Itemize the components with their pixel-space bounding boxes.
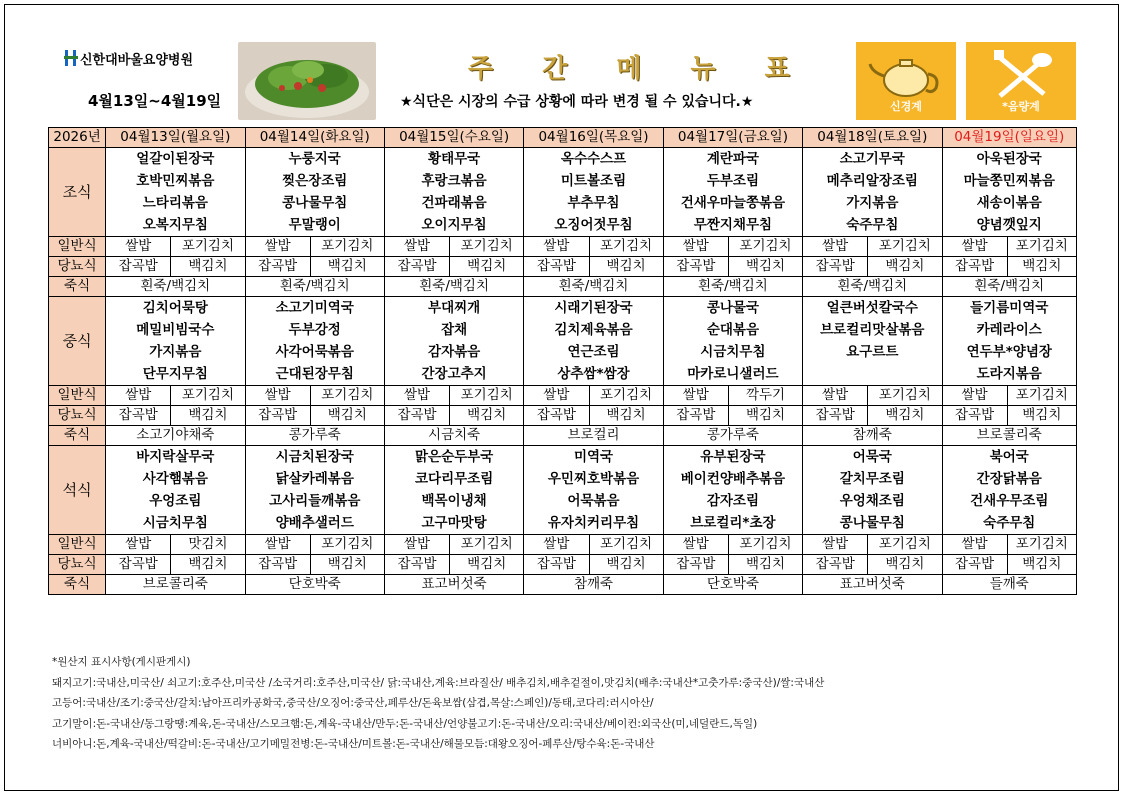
menu-item: 요구르트 — [803, 341, 942, 363]
menu-item: 우엉채조림 — [803, 490, 942, 512]
menu-item: 소고기무국 — [803, 148, 942, 171]
general-diet-cell: 쌀밥 — [524, 386, 589, 406]
day-header: 04월14일(화요일) — [245, 128, 384, 148]
menu-item: 건새우무조림 — [942, 490, 1077, 512]
menu-item: 시금치무침 — [106, 512, 245, 535]
general-diet-cell: 쌀밥 — [245, 386, 310, 406]
menu-item: 들기름미역국 — [942, 297, 1077, 320]
porridge-cell: 단호박죽 — [663, 575, 802, 595]
menu-item: 양념깻잎지 — [942, 214, 1077, 237]
menu-item: 시금치된장국 — [245, 446, 384, 469]
diabetic-diet-cell: 잡곡밥 — [245, 257, 310, 277]
menu-item: 부추무침 — [524, 192, 663, 214]
general-diet-cell: 쌀밥 — [803, 386, 868, 406]
menu-item-row — [49, 297, 1077, 320]
menu-item — [803, 363, 942, 386]
menu-item: 건새우마늘쫑볶음 — [663, 192, 802, 214]
teapot-tile — [856, 42, 956, 120]
porridge-cell: 표고버섯죽 — [803, 575, 942, 595]
menu-item: 카레라이스 — [942, 319, 1077, 341]
general-diet-cell: 쌀밥 — [384, 386, 449, 406]
weekly-menu-table — [48, 127, 1077, 595]
note-line: 너비아니:돈,계육-국내산/떡갈비:돈-국내산/고기메밀전병:돈-국내산/미트볼:돈-국내산/해물모듬:대왕오징어-페루산/탕수육:돈-국내산 — [52, 738, 655, 750]
general-diet-cell: 쌀밥 — [663, 237, 728, 257]
menu-item: 브로컬리맛살볶음 — [803, 319, 942, 341]
general-diet-cell: 포기김치 — [868, 237, 942, 257]
porridge-cell: 흰죽/백김치 — [803, 277, 942, 297]
general-diet-cell: 깍두기 — [728, 386, 802, 406]
general-diet-cell: 포기김치 — [171, 237, 245, 257]
diabetic-diet-cell: 백김치 — [450, 555, 524, 575]
diabetic-diet-cell: 백김치 — [171, 555, 245, 575]
general-diet-cell: 쌀밥 — [942, 535, 1007, 555]
diabetic-diet-cell: 백김치 — [868, 257, 942, 277]
porridge-label: 죽식 — [49, 426, 106, 446]
diabetic-diet-row — [49, 555, 1077, 575]
menu-item: 미트볼조림 — [524, 170, 663, 192]
general-diet-cell: 포기김치 — [1007, 386, 1076, 406]
menu-item: 숙주무침 — [803, 214, 942, 237]
general-diet-label: 일반식 — [49, 237, 106, 257]
diabetic-diet-cell: 잡곡밥 — [942, 406, 1007, 426]
menu-item: 무짠지채무침 — [663, 214, 802, 237]
menu-item: 우엉조림 — [106, 490, 245, 512]
menu-item-row — [49, 468, 1077, 490]
menu-item: 연두부*양념장 — [942, 341, 1077, 363]
menu-item: 어묵볶음 — [524, 490, 663, 512]
menu-item: 호박민찌볶음 — [106, 170, 245, 192]
general-diet-cell: 포기김치 — [171, 386, 245, 406]
hospital-logo-icon — [64, 48, 78, 68]
menu-item: 김치제육볶음 — [524, 319, 663, 341]
porridge-cell: 흰죽/백김치 — [524, 277, 663, 297]
diabetic-diet-cell: 백김치 — [1007, 257, 1076, 277]
menu-item: 콩나물국 — [663, 297, 802, 320]
menu-item: 두부강정 — [245, 319, 384, 341]
menu-item: 미역국 — [524, 446, 663, 469]
diabetic-diet-label: 당뇨식 — [49, 257, 106, 277]
diabetic-diet-cell: 잡곡밥 — [245, 555, 310, 575]
diabetic-diet-cell: 백김치 — [728, 555, 802, 575]
diabetic-diet-cell: 잡곡밥 — [384, 257, 449, 277]
menu-item-row — [49, 214, 1077, 237]
diabetic-diet-label: 당뇨식 — [49, 555, 106, 575]
general-diet-cell: 포기김치 — [310, 535, 384, 555]
diabetic-diet-cell: 잡곡밥 — [803, 257, 868, 277]
menu-item: 소고기미역국 — [245, 297, 384, 320]
note-line: 고등어:국내산/조기:중국산/갈치:남아프리카공화국,중국산/오징어:중국산,페루산/돈육보쌈(삼겹,목살:스페인)/동태,코다리:러시아산/ — [52, 697, 654, 709]
diabetic-diet-cell: 잡곡밥 — [106, 555, 171, 575]
menu-item: 마카로니샐러드 — [663, 363, 802, 386]
menu-item: 북어국 — [942, 446, 1077, 469]
menu-item-row — [49, 170, 1077, 192]
diabetic-diet-cell: 잡곡밥 — [106, 406, 171, 426]
general-diet-row — [49, 237, 1077, 257]
diabetic-diet-cell: 잡곡밥 — [663, 406, 728, 426]
meal-label: 중식 — [49, 297, 106, 386]
menu-item: 어묵국 — [803, 446, 942, 469]
diabetic-diet-cell: 잡곡밥 — [942, 257, 1007, 277]
general-diet-cell: 쌀밥 — [803, 237, 868, 257]
hospital-logo — [64, 48, 193, 68]
menu-item: 감자볶음 — [384, 341, 523, 363]
menu-item: 순대볶음 — [663, 319, 802, 341]
menu-item: 유부된장국 — [663, 446, 802, 469]
diabetic-diet-cell: 잡곡밥 — [245, 406, 310, 426]
menu-item: 얼큰버섯칼국수 — [803, 297, 942, 320]
general-diet-cell: 쌀밥 — [663, 535, 728, 555]
diabetic-diet-cell: 백김치 — [1007, 406, 1076, 426]
diabetic-diet-cell: 잡곡밥 — [106, 257, 171, 277]
diabetic-diet-cell: 잡곡밥 — [942, 555, 1007, 575]
menu-item: 가지볶음 — [803, 192, 942, 214]
porridge-cell: 시금치죽 — [384, 426, 523, 446]
porridge-cell: 흰죽/백김치 — [384, 277, 523, 297]
menu-item: 메밀비빔국수 — [106, 319, 245, 341]
general-diet-cell: 포기김치 — [868, 535, 942, 555]
tile-label-2: *음량계 — [1002, 100, 1040, 113]
diabetic-diet-row — [49, 257, 1077, 277]
menu-item: 마늘쫑민찌볶음 — [942, 170, 1077, 192]
day-header-row — [49, 128, 1077, 148]
diabetic-diet-cell: 백김치 — [450, 257, 524, 277]
menu-item-row — [49, 192, 1077, 214]
porridge-cell: 참깨죽 — [524, 575, 663, 595]
hospital-name: 신한대바울요양병원 — [80, 52, 194, 68]
porridge-cell: 콩가루죽 — [245, 426, 384, 446]
menu-item: 바지락살무국 — [106, 446, 245, 469]
general-diet-cell: 포기김치 — [450, 237, 524, 257]
diabetic-diet-cell: 백김치 — [589, 406, 663, 426]
general-diet-cell: 맛김치 — [171, 535, 245, 555]
diabetic-diet-cell: 백김치 — [728, 406, 802, 426]
day-header: 04월17일(금요일) — [663, 128, 802, 148]
menu-item: 부대찌개 — [384, 297, 523, 320]
porridge-row — [49, 277, 1077, 297]
general-diet-cell: 포기김치 — [589, 237, 663, 257]
menu-item-row — [49, 512, 1077, 535]
note-line: 고기말이:돈-국내산/동그랑땡:계육,돈-국내산/스모크햄:돈,계육-국내산/만두:돈-국내산/언양불고기:돈-국내산/오리:국내산/베이컨:외국산(미,네덜란드,독일) — [52, 717, 758, 730]
menu-item-row — [49, 490, 1077, 512]
general-diet-cell: 쌀밥 — [803, 535, 868, 555]
general-diet-cell: 쌀밥 — [942, 386, 1007, 406]
diabetic-diet-cell: 백김치 — [589, 257, 663, 277]
menu-item: 브로컬리*초장 — [663, 512, 802, 535]
menu-item-row — [49, 319, 1077, 341]
menu-item: 시금치무침 — [663, 341, 802, 363]
porridge-row — [49, 575, 1077, 595]
general-diet-label: 일반식 — [49, 386, 106, 406]
general-diet-cell: 쌀밥 — [106, 386, 171, 406]
diabetic-diet-cell: 잡곡밥 — [663, 257, 728, 277]
menu-item-row — [49, 148, 1077, 171]
porridge-cell: 흰죽/백김치 — [942, 277, 1077, 297]
menu-item: 후랑크볶음 — [384, 170, 523, 192]
menu-item: 백목이냉채 — [384, 490, 523, 512]
menu-item: 고구마맛탕 — [384, 512, 523, 535]
general-diet-cell: 포기김치 — [589, 535, 663, 555]
diabetic-diet-cell: 백김치 — [310, 555, 384, 575]
diabetic-diet-cell: 잡곡밥 — [803, 555, 868, 575]
note-line: 돼지고기:국내산,미국산/ 쇠고기:호주산,미국산 /소국거리:호주산,미국산/ 닭:국내산,계육:브라질산/ 배추김치,배추겉절이,맛김치(배추:국내산*고춧가루:중국산)/쌀:국내산 — [52, 676, 825, 689]
page-title: 주 간 메 뉴 표 — [468, 54, 810, 84]
note-line: *원산지 표시사항(게시판게시) — [52, 656, 191, 668]
menu-item: 황태무국 — [384, 148, 523, 171]
utensils-tile — [966, 42, 1076, 120]
menu-item: 계란파국 — [663, 148, 802, 171]
header — [48, 40, 1078, 126]
porridge-cell: 브로콜리죽 — [942, 426, 1077, 446]
general-diet-cell: 포기김치 — [728, 237, 802, 257]
diabetic-diet-cell: 잡곡밥 — [524, 257, 589, 277]
week-range: 4월13일~4월19일 — [88, 92, 222, 110]
menu-item: 간장닭볶음 — [942, 468, 1077, 490]
menu-item: 상추쌈*쌈장 — [524, 363, 663, 386]
menu-item: 시래기된장국 — [524, 297, 663, 320]
menu-item: 누룽지국 — [245, 148, 384, 171]
general-diet-cell: 포기김치 — [310, 237, 384, 257]
general-diet-cell: 쌀밥 — [942, 237, 1007, 257]
menu-item-row — [49, 341, 1077, 363]
menu-item: 도라지볶음 — [942, 363, 1077, 386]
day-header: 04월13일(월요일) — [106, 128, 245, 148]
menu-item: 무말랭이 — [245, 214, 384, 237]
general-diet-cell: 포기김치 — [1007, 535, 1076, 555]
porridge-cell: 콩가루죽 — [663, 426, 802, 446]
menu-item: 베이컨양배추볶음 — [663, 468, 802, 490]
diabetic-diet-cell: 백김치 — [171, 257, 245, 277]
general-diet-cell: 쌀밥 — [524, 237, 589, 257]
general-diet-cell: 쌀밥 — [245, 535, 310, 555]
meal-label: 석식 — [49, 446, 106, 535]
porridge-cell: 표고버섯죽 — [384, 575, 523, 595]
general-diet-cell: 포기김치 — [589, 386, 663, 406]
porridge-cell: 참깨죽 — [803, 426, 942, 446]
menu-item: 코다리무조림 — [384, 468, 523, 490]
diabetic-diet-cell: 백김치 — [310, 257, 384, 277]
menu-item: 얼갈이된장국 — [106, 148, 245, 171]
diabetic-diet-cell: 잡곡밥 — [384, 555, 449, 575]
menu-item: 잡채 — [384, 319, 523, 341]
tile-label-1: 신경계 — [890, 100, 922, 113]
menu-item: 갈치무조림 — [803, 468, 942, 490]
menu-body — [49, 148, 1077, 595]
porridge-cell: 소고기야채죽 — [106, 426, 245, 446]
meal-label: 조식 — [49, 148, 106, 237]
menu-item: 맑은순두부국 — [384, 446, 523, 469]
menu-item: 옥수수스프 — [524, 148, 663, 171]
general-diet-cell: 쌀밥 — [384, 535, 449, 555]
porridge-cell: 단호박죽 — [245, 575, 384, 595]
menu-item: 콩나물무침 — [245, 192, 384, 214]
menu-item: 유자치커리무침 — [524, 512, 663, 535]
day-header-sunday: 04월19일(일요일) — [942, 128, 1077, 148]
general-diet-cell: 쌀밥 — [384, 237, 449, 257]
menu-item: 단무지무침 — [106, 363, 245, 386]
menu-item: 숙주무침 — [942, 512, 1077, 535]
day-header: 04월15일(수요일) — [384, 128, 523, 148]
diabetic-diet-cell: 백김치 — [171, 406, 245, 426]
diabetic-diet-cell: 백김치 — [868, 406, 942, 426]
general-diet-cell: 쌀밥 — [106, 535, 171, 555]
menu-item: 찢은장조림 — [245, 170, 384, 192]
menu-item: 오징어젓무침 — [524, 214, 663, 237]
menu-item: 느타리볶음 — [106, 192, 245, 214]
diabetic-diet-cell: 백김치 — [1007, 555, 1076, 575]
porridge-cell: 흰죽/백김치 — [106, 277, 245, 297]
menu-item: 오이지무침 — [384, 214, 523, 237]
menu-item: 양배추샐러드 — [245, 512, 384, 535]
menu-item: 근대된장무침 — [245, 363, 384, 386]
diabetic-diet-cell: 잡곡밥 — [803, 406, 868, 426]
diabetic-diet-cell: 백김치 — [589, 555, 663, 575]
porridge-label: 죽식 — [49, 575, 106, 595]
diabetic-diet-cell: 잡곡밥 — [524, 406, 589, 426]
general-diet-cell: 쌀밥 — [663, 386, 728, 406]
general-diet-cell: 포기김치 — [310, 386, 384, 406]
menu-item: 가지볶음 — [106, 341, 245, 363]
menu-item: 김치어묵탕 — [106, 297, 245, 320]
general-diet-row — [49, 386, 1077, 406]
diabetic-diet-cell: 백김치 — [868, 555, 942, 575]
general-diet-cell: 포기김치 — [728, 535, 802, 555]
menu-item: 감자조림 — [663, 490, 802, 512]
year-label: 2026년 — [49, 128, 106, 148]
day-header: 04월16일(목요일) — [524, 128, 663, 148]
diabetic-diet-cell: 백김치 — [450, 406, 524, 426]
menu-item: 건파래볶음 — [384, 192, 523, 214]
porridge-cell: 브로콜리죽 — [106, 575, 245, 595]
diabetic-diet-cell: 백김치 — [310, 406, 384, 426]
general-diet-cell: 쌀밥 — [524, 535, 589, 555]
general-diet-cell: 포기김치 — [450, 535, 524, 555]
diabetic-diet-label: 당뇨식 — [49, 406, 106, 426]
menu-item-row — [49, 363, 1077, 386]
general-diet-row — [49, 535, 1077, 555]
day-header: 04월18일(토요일) — [803, 128, 942, 148]
general-diet-cell: 포기김치 — [868, 386, 942, 406]
porridge-cell: 브로컬리 — [524, 426, 663, 446]
porridge-cell: 들깨죽 — [942, 575, 1077, 595]
porridge-label: 죽식 — [49, 277, 106, 297]
diabetic-diet-cell: 잡곡밥 — [663, 555, 728, 575]
general-diet-cell: 포기김치 — [1007, 237, 1076, 257]
menu-item: 새송이볶음 — [942, 192, 1077, 214]
menu-item: 우민찌호박볶음 — [524, 468, 663, 490]
general-diet-cell: 포기김치 — [450, 386, 524, 406]
origin-notes — [52, 652, 824, 755]
notice-text: ★식단은 시장의 수급 상황에 따라 변경 될 수 있습니다.★ — [400, 94, 754, 110]
menu-item: 오복지무침 — [106, 214, 245, 237]
menu-item: 연근조림 — [524, 341, 663, 363]
menu-item: 두부조림 — [663, 170, 802, 192]
porridge-cell: 흰죽/백김치 — [663, 277, 802, 297]
menu-item: 아욱된장국 — [942, 148, 1077, 171]
menu-item: 콩나물무침 — [803, 512, 942, 535]
general-diet-cell: 쌀밥 — [245, 237, 310, 257]
salad-image — [238, 42, 376, 120]
porridge-row — [49, 426, 1077, 446]
menu-item: 사각어묵볶음 — [245, 341, 384, 363]
menu-item: 사각햄볶음 — [106, 468, 245, 490]
diabetic-diet-cell: 잡곡밥 — [524, 555, 589, 575]
general-diet-label: 일반식 — [49, 535, 106, 555]
diabetic-diet-cell: 백김치 — [728, 257, 802, 277]
menu-item: 고사리들깨볶음 — [245, 490, 384, 512]
menu-item: 닭살카레볶음 — [245, 468, 384, 490]
diabetic-diet-cell: 잡곡밥 — [384, 406, 449, 426]
porridge-cell: 흰죽/백김치 — [245, 277, 384, 297]
menu-item: 메추리알장조림 — [803, 170, 942, 192]
menu-item: 간장고추지 — [384, 363, 523, 386]
menu-item-row — [49, 446, 1077, 469]
general-diet-cell: 쌀밥 — [106, 237, 171, 257]
diabetic-diet-row — [49, 406, 1077, 426]
